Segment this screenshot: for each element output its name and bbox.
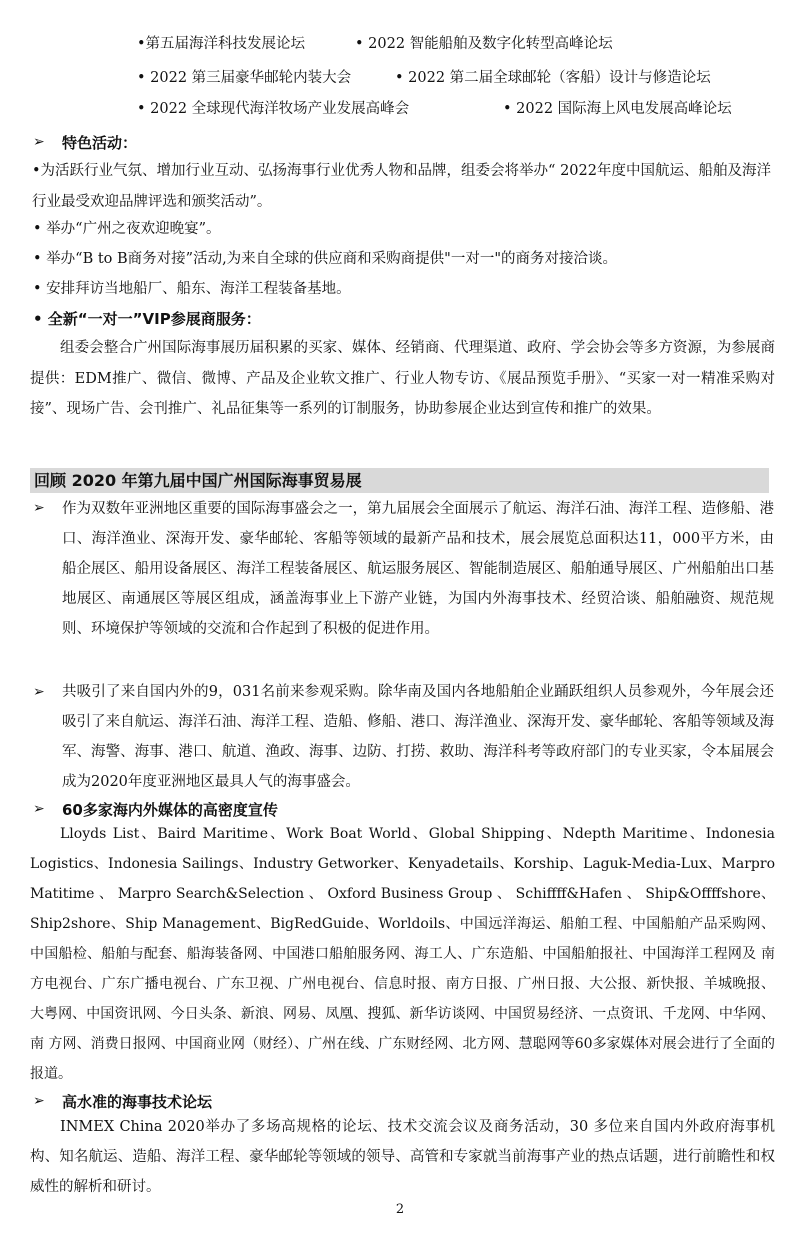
media-list: Lloyds List、Baird Maritime、Work Boat World、Global Shipping、Ndepth Maritime、Indonesia Logistics、Indonesia Sailings、Industry Getworker、Kenyadetails、Korship、Laguk-Media-Lux、Marpro Matitime 、 Marpro Search&Selection 、 Oxford Business Group 、 Schiffff&Hafen 、 Ship&Offffshore、 Ship2shore、Ship Management、BigRedGuide、Worldoils、中国远洋海运、船舶工程、中国船舶产品采购网、 中国船检、船舶与配套、船海装备网、中国港口船舶服务网、海工人、广东造船、中国船舶报社、中国海洋工程网及 南方电视台、广东广播电视台、广东卫视、广州电视台、信息时报、南方日报、广州日报、大公报、新快报、羊城晚报、 大粤网、中国资讯网、今日头条、新浪、网易、凤凰、搜狐、新华访谈网、中国贸易经济、一点资讯、千龙网、中华网、南 方网、消费日报网、中国商业网（财经）、广州在线、广东财经网、北方网、慧聪网等60多家媒体对展会进行了全面的报道。 [30,826,775,1082]
forum-item: • 2022 第二届全球邮轮（客船）设计与修造论坛 [395,70,711,86]
forum-item: • 2022 国际海上风电发展高峰论坛 [503,101,732,117]
vip-heading: • 全新“一对一”VIP参展商服务： [33,310,261,328]
tech-forum-body: INMEX China 2020举办了多场高规格的论坛、技术交流会议及商务活动，30 多位来自国内外政府海事机构、知名航运、造船、海洋工程、豪华邮轮等领域的领导、高管和专家就当前海事产业的热点话题，进行前瞻性和权威性的解析和研讨。 [30,1119,775,1195]
special-item-1: •为活跃行业气氛、增加行业互动、弘扬海事行业优秀人物和品牌，组委会将举办“ 2022年度中国航运、船舶及海洋行业最受欢迎品牌评选和颁奖活动”。 [32,163,771,210]
forum-item: • 2022 智能船舶及数字化转型高峰论坛 [355,36,613,52]
special-item-2: • 举办“广州之夜欢迎晚宴”。 [33,221,221,237]
review-paragraph-2: 共吸引了来自国内外的9，031名前来参观采购。除华南及国内各地船舶企业踊跃组织人员参观外，今年展会还吸引了来自航运、海洋石油、海洋工程、造船、修船、港口、海洋渔业、深海开发、豪华邮轮、客船等领域及海军、海警、海事、港口、航道、渔政、海事、边防、打捞、救助、海洋科考等政府部门的专业买家，令本届展会成为2020年度亚洲地区最具人气的海事盛会。 [62,684,774,790]
arrow-bullet-icon: ➢ [33,684,45,700]
section-title-bar: 回顾 2020 年第九届中国广州国际海事贸易展 [30,468,769,493]
forum-item: •第五届海洋科技发展论坛 [137,36,306,52]
vip-body: 组委会整合广州国际海事展历届积累的买家、媒体、经销商、代理渠道、政府、学会协会等多方资源，为参展商提供：EDM推广、微信、微博、产品及企业软文推广、行业人物专访、《展品预览手册》、“买家一对一精准采购对接”、现场广告、会刊推广、礼品征集等一系列的订制服务，协助参展企业达到宣传和推广的效果。 [30,340,775,417]
arrow-bullet-icon: ➢ [33,1093,45,1109]
special-item-4: • 安排拜访当地船厂、船东、海洋工程装备基地。 [33,281,351,297]
forum-item: • 2022 全球现代海洋牧场产业发展高峰会 [137,101,410,117]
arrow-bullet-icon: ➢ [33,134,45,150]
arrow-bullet-icon: ➢ [33,801,45,817]
tech-forum-heading: 高水准的海事技术论坛 [62,1093,213,1111]
forum-item: • 2022 第三届豪华邮轮内装大会 [137,70,352,86]
arrow-bullet-icon: ➢ [33,500,45,516]
page-number: 2 [395,1202,405,1217]
review-paragraph-1: 作为双数年亚洲地区重要的国际海事盛会之一，第九届展会全面展示了航运、海洋石油、海洋工程、造修船、港口、海洋渔业、深海开发、豪华邮轮、客船等领域的最新产品和技术，展会展览总面积达11，000平方米，由船企展区、船用设备展区、海洋工程装备展区、航运服务展区、智能制造展区、船舶通导展区、广州船舶出口基地展区、南通展区等展区组成，涵盖海事业上下游产业链，为国内外海事技术、经贸洽谈、船舶融资、规范规则、环境保护等领域的交流和合作起到了积极的促进作用。 [62,501,774,637]
special-item-3: • 举办“B to B商务对接”活动,为来自全球的供应商和采购商提供"一对一"的商务对接洽谈。 [33,251,618,267]
special-activities-heading: 特色活动： [62,134,138,152]
media-heading: 60多家海内外媒体的高密度宣传 [62,801,278,819]
